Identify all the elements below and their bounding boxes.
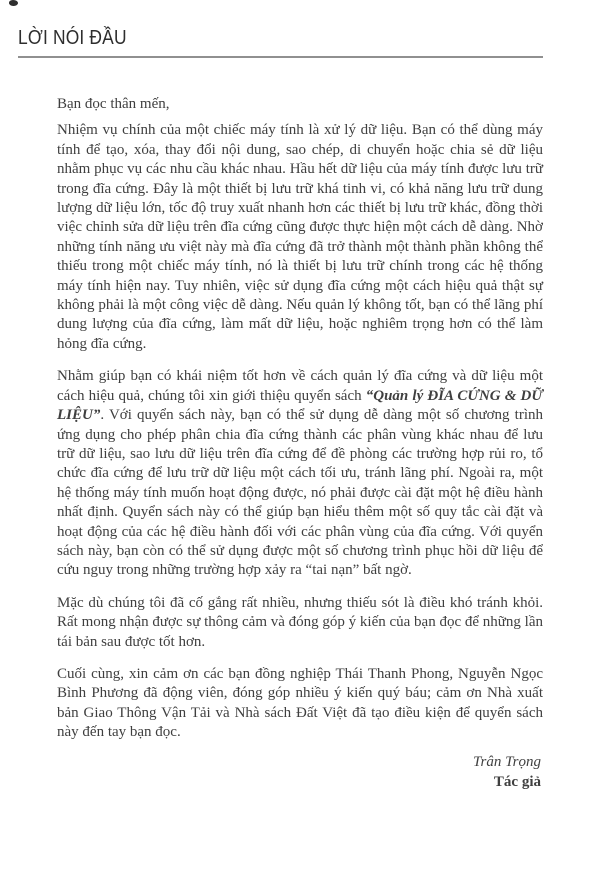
paragraph-4: Cuối cùng, xin cảm ơn các bạn đồng nghiệp Thái Thanh Phong, Nguyễn Ngọc Bình Phương đã động viên, đóng góp nhiều ý kiến quý báu; cảm ơn Nhà xuất bản Giao Thông Vận Tải và Nhà sách Đất Việt đã tạo điều kiện để quyển sách này đến tay bạn đọc. [57, 665, 543, 741]
page-title: LỜI NÓI ĐẦU [18, 27, 127, 49]
paragraph-1: Nhiệm vụ chính của một chiếc máy tính là xử lý dữ liệu. Bạn có thể dùng máy tính để tạo, xóa, thay đổi nội dung, sao chép, di chuyển hoặc chia sẻ dữ liệu nhằm phục vụ các nhu cầu khác nhau. Hầu hết dữ liệu của máy tính được lưu trữ trong đĩa cứng. Đây là một thiết bị lưu trữ khá tinh vi, có khả năng lưu trữ dung lượng dữ liệu lớn, tốc độ truy xuất nhanh hơn các thiết bị lưu trữ khác, đồng thời việc chỉnh sửa dữ liệu trên đĩa cứng cũng được thực hiện một cách dễ dàng. Nhờ những tính năng ưu việt này mà đĩa cứng đã trở thành một thành phần không thể thiếu trong một chiếc máy tính, nó là thiết bị lưu trữ chính trong các hệ thống máy tính hiện nay. Tuy nhiên, việc sử dụng đĩa cứng một cách hiệu quả thật sự không phải là một công việc dễ dàng. Nếu quản lý không tốt, bạn có thể lãng phí dung lượng của đĩa cứng, làm mất dữ liệu, hoặc nghiêm trọng hơn có thể làm hỏng đĩa cứng. [57, 122, 543, 352]
title-divider-rule [18, 56, 543, 58]
paragraph-3: Mặc dù chúng tôi đã cố gắng rất nhiều, nhưng thiếu sót là điều khó tránh khỏi. Rất mong nhận được sự thông cảm và đóng góp ý kiến của bạn đọc để những lần tái bản sau được tốt hơn. [57, 594, 543, 650]
signature-closing: Trân Trọng [473, 753, 541, 770]
paragraph-2 [57, 367, 543, 580]
paragraph-2-text-after: . Với quyển sách này, bạn có thể sử dụng dễ dàng một số chương trình ứng dụng cho phép phân chia đĩa cứng thành các phân vùng khác nhau để lưu trữ dữ liệu, sao lưu dữ liệu trên đĩa cứng để đề phòng các trường hợp rủi ro, tổ chức đĩa cứng để lưu trữ dữ liệu một cách tối ưu, tránh lãng phí. Ngoài ra, một hệ thống máy tính muốn hoạt động được, nó phải được cài đặt một hệ điều hành nhất định. Quyển sách này có thể giúp bạn hiểu thêm một số quy tắc cài đặt và hoạt động của các hệ điều hành đối với các phân vùng của đĩa cứng. Với quyển sách này, bạn còn có thể sử dụng được một số chương trình phục hồi dữ liệu để cứu nguy trong những trường hợp xảy ra “tai nạn” bất ngờ. [57, 407, 543, 579]
greeting-line: Bạn đọc thân mến, [57, 96, 170, 112]
signature-author: Tác giả [493, 773, 541, 790]
book-title-emphasis: “Quản lý ĐĨA CỨNG & DỮ LIỆU” [57, 387, 544, 424]
preface-body [57, 95, 543, 792]
signature-block [57, 752, 543, 792]
scan-artifact-speck [9, 0, 18, 6]
paragraph-2-text-before: Nhằm giúp bạn có khái niệm tốt hơn về cách quản lý đĩa cứng và dữ liệu một cách hiệu quả, chúng tôi xin giới thiệu quyển sách [57, 368, 543, 404]
